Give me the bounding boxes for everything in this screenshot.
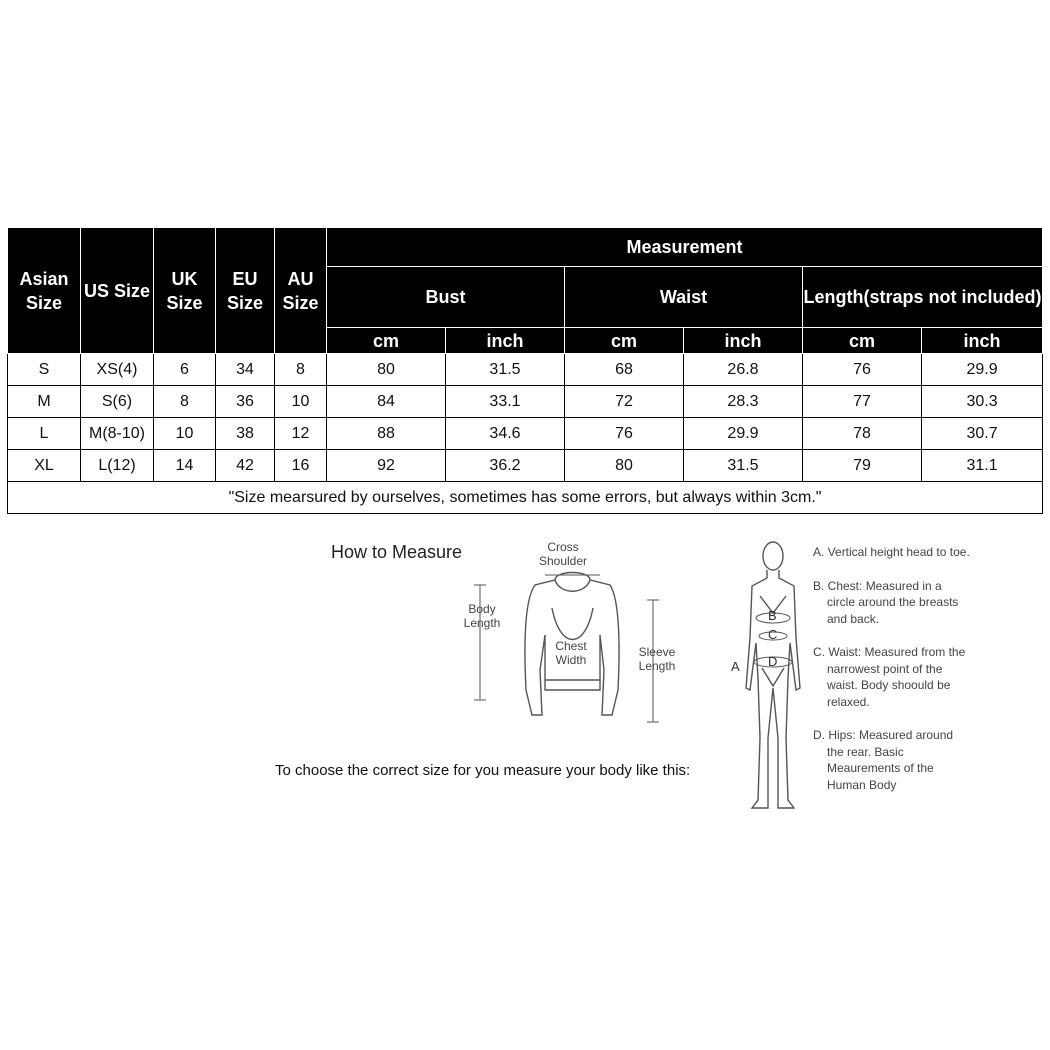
- table-cell: 12: [275, 418, 327, 450]
- header-us-size: US Size: [81, 228, 154, 354]
- header-eu-size: EU Size: [216, 228, 275, 354]
- table-cell: 36: [216, 386, 275, 418]
- table-cell: XS(4): [81, 354, 154, 386]
- unit-inch: inch: [684, 328, 803, 354]
- table-cell: L(12): [81, 450, 154, 482]
- marker-a: A: [731, 659, 740, 674]
- table-cell: 31.5: [684, 450, 803, 482]
- how-to-measure-title: How to Measure: [331, 542, 463, 562]
- table-cell: 76: [803, 354, 922, 386]
- header-asian-size: Asian Size: [8, 228, 81, 354]
- table-cell: 77: [803, 386, 922, 418]
- table-cell: 68: [565, 354, 684, 386]
- table-cell: 14: [154, 450, 216, 482]
- table-cell: 6: [154, 354, 216, 386]
- instruction-text: To choose the correct size for you measure your body like this:: [275, 762, 691, 779]
- table-row: [8, 450, 1043, 482]
- sleeve-length-label: Sleeve Length: [638, 645, 676, 673]
- table-row: [8, 354, 1043, 386]
- measure-legend: [813, 544, 973, 794]
- header-au-size: AU Size: [275, 228, 327, 354]
- marker-c: C: [768, 627, 778, 642]
- table-cell: 33.1: [446, 386, 565, 418]
- table-cell: S: [8, 354, 81, 386]
- table-cell: 34: [216, 354, 275, 386]
- table-cell: M: [8, 386, 81, 418]
- table-cell: 42: [216, 450, 275, 482]
- table-cell: 38: [216, 418, 275, 450]
- table-cell: 8: [154, 386, 216, 418]
- chest-width-label: Chest Width: [555, 639, 587, 667]
- table-cell: 31.5: [446, 354, 565, 386]
- header-measurement: Measurement: [327, 228, 1043, 267]
- marker-d: D: [768, 654, 778, 669]
- table-cell: 26.8: [684, 354, 803, 386]
- table-cell: 80: [327, 354, 446, 386]
- header-length: Length(straps not included): [803, 267, 1043, 328]
- table-cell: 31.1: [922, 450, 1043, 482]
- table-cell: 10: [275, 386, 327, 418]
- table-cell: 16: [275, 450, 327, 482]
- table-cell: 30.3: [922, 386, 1043, 418]
- table-row: [8, 386, 1043, 418]
- table-cell: 88: [327, 418, 446, 450]
- header-uk-size: UK Size: [154, 228, 216, 354]
- table-cell: 29.9: [922, 354, 1043, 386]
- legend-item-a: A. Vertical height head to toe.: [813, 545, 970, 559]
- unit-inch: inch: [922, 328, 1043, 354]
- legend-item-d: D. Hips: Measured around the rear. Basic Meaurements of the Human Body: [813, 728, 954, 792]
- header-bust: Bust: [327, 267, 565, 328]
- table-cell: 8: [275, 354, 327, 386]
- legend-item-b: B. Chest: Measured in a circle around the breasts and back.: [813, 578, 959, 626]
- marker-b: B: [768, 608, 777, 623]
- table-note: "Size mearsured by ourselves, sometimes has some errors, but always within 3cm.": [8, 482, 1043, 514]
- table-row: [8, 418, 1043, 450]
- table-cell: 30.7: [922, 418, 1043, 450]
- table-cell: 79: [803, 450, 922, 482]
- table-cell: 10: [154, 418, 216, 450]
- unit-cm: cm: [565, 328, 684, 354]
- unit-inch: inch: [446, 328, 565, 354]
- table-cell: 34.6: [446, 418, 565, 450]
- table-cell: 78: [803, 418, 922, 450]
- table-cell: S(6): [81, 386, 154, 418]
- header-waist: Waist: [565, 267, 803, 328]
- table-cell: 28.3: [684, 386, 803, 418]
- unit-cm: cm: [803, 328, 922, 354]
- table-body: [8, 354, 1043, 482]
- table-cell: M(8-10): [81, 418, 154, 450]
- table-cell: 80: [565, 450, 684, 482]
- table-cell: L: [8, 418, 81, 450]
- body-length-label: Body Length: [463, 602, 501, 630]
- table-cell: 29.9: [684, 418, 803, 450]
- garment-diagram: [460, 540, 690, 730]
- table-cell: 76: [565, 418, 684, 450]
- legend-item-c: C. Waist: Measured from the narrowest point of the waist. Body shoould be relaxed.: [813, 645, 966, 709]
- unit-cm: cm: [327, 328, 446, 354]
- size-chart-table: [7, 227, 1043, 514]
- table-cell: 72: [565, 386, 684, 418]
- cross-shoulder-label: Cross Shoulder: [538, 540, 588, 568]
- table-cell: XL: [8, 450, 81, 482]
- table-cell: 84: [327, 386, 446, 418]
- body-figure-diagram: [730, 538, 820, 818]
- table-cell: 36.2: [446, 450, 565, 482]
- table-cell: 92: [327, 450, 446, 482]
